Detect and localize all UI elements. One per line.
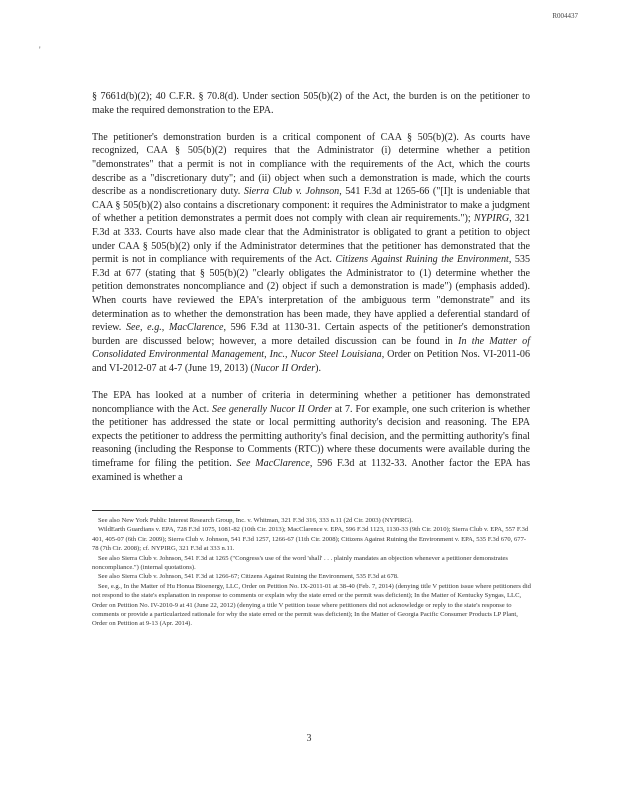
case-citation: NYPIRG <box>473 213 510 225</box>
p2-text-f: , Order on Petition Nos. VI-2011-06 and VI-2012-07 at 4-7 (June 19, 2013) ( <box>92 349 530 374</box>
paragraph-3 <box>92 389 530 484</box>
paragraph-1 <box>92 90 530 117</box>
case-citation: Sierra Club v. Johnson <box>243 186 340 198</box>
footnotes <box>92 516 532 629</box>
p3-text-b: at 7. For example, one such criterion is whether the petitioner has addressed the state or local permitting authority's decision and reasoning. The EPA expects the petitioner to address the permitting authority's final decision, and the permitting authority's final reasoning (including the Response to Comments (RTC)) where these documents were available during the timeframe for filing the petition. <box>92 403 530 470</box>
footnote <box>92 525 532 553</box>
p2-text-d: , 535 F.3d at 677 (stating that § 505(b)(2) "clearly obligates the Administrator to (1) determine whether the petition demonstrates noncompliance and (2) object if such a demonstration is made") (emphasis added). When courts have reviewed the EPA's interpretation of the ambiguous term "demonstrate" and its determination as to whether the demonstration has been made, they have applied a deferential standard of review. <box>92 254 531 334</box>
scan-mark: ' <box>39 45 41 55</box>
p3-text-a: The EPA has looked at a number of criteria in determining whether a petitioner has demonstrated noncompliance with the Act. <box>92 390 530 415</box>
bates-page-id: R004437 <box>552 12 578 20</box>
footnote-text: See also Sierra Club v. Johnson, 541 F.3d at 1265 ("Congress's use of the word 'shall' . . . plainly mandates an objection whenever a petitioner demonstrates noncompliance.") (internal quotations). <box>92 554 509 572</box>
p2-text-a: The petitioner's demonstration burden is a critical component of CAA § 505(b)(2). As courts have recognized, CAA § 505(b)(2) requires that the Administrator (i) determine whether a petition "demonstrates" that a permit is not in compliance with the requirements of the Act, which the courts describe as a "discretionary duty"; and (ii) object when such a demonstration is made, which the courts describe as a nondiscretionary duty. <box>92 131 530 198</box>
footnote-text: See also New York Public Interest Research Group, Inc. v. Whitman, 321 F.3d 316, 333 n.11 (2d Cir. 2003) (NYPIRG). <box>98 517 413 524</box>
p2-text-c: , 321 F.3d at 333. Courts have also made clear that the Administrator is obligated to grant a petition to object under CAA § 505(b)(2) only if the Administrator determines that the petitioner has demonstrated that the permit is not in compliance with requirements of the Act. <box>92 213 531 266</box>
p2-text-b: , 541 F.3d at 1265-66 ("[I]t is undeniable that CAA § 505(b)(2) also contains a discretionary component: it requires the Administrator to make a judgment of whether a petition demonstrates a permit does not comply with clean air requirements."); <box>92 186 530 225</box>
case-citation: In the Matter of Consolidated Environmental Management, Inc., Nucor Steel Louisiana <box>92 335 530 361</box>
footnote-divider <box>92 510 240 511</box>
footnote <box>92 572 532 581</box>
case-citation: See MacClarence <box>236 458 310 470</box>
footnote-text: WildEarth Guardians v. EPA, 728 F.3d 1075, 1081-82 (10th Cir. 2013); MacClarence v. EPA, 596 F.3d 1123, 1130-33 (9th Cir. 2010); Sierra Club v. EPA, 557 F.3d 401, 405-07 (6th Cir. 2009); Sierra Club v. Johnson, 541 F.3d 1257, 1266-67 (11th Cir. 2008); Citizens Against Ruining the Environment v. EPA, 535 F.3d 670, 677-78 (7th Cir. 2008); cf. NYPIRG, 321 F.3d at 333 n.11. <box>92 526 529 553</box>
footnote <box>92 582 532 629</box>
case-citation: See generally Nucor II Order <box>212 403 332 415</box>
footnote-text: See also Sierra Club v. Johnson, 541 F.3d at 1266-67; Citizens Against Ruining the Environment, 535 F.3d at 678. <box>98 573 399 581</box>
case-citation: See, e.g., MacClarence <box>126 322 224 334</box>
page-number: 3 <box>306 733 312 744</box>
body-text <box>92 90 530 498</box>
paragraph-2 <box>92 131 530 376</box>
case-citation: Citizens Against Ruining the Environment <box>335 254 509 266</box>
footnote <box>92 554 532 573</box>
footnote <box>92 516 532 525</box>
case-citation: Nucor II Order <box>253 362 316 374</box>
paragraph-1-text: § 7661d(b)(2); 40 C.F.R. § 70.8(d). Under section 505(b)(2) of the Act, the burden is on the petitioner to make the required demonstration to the EPA. <box>92 91 530 116</box>
p2-text-e: , 596 F.3d at 1130-31. Certain aspects of the petitioner's demonstration burden are discussed below; however, a more detailed discussion can be found in <box>92 322 530 347</box>
p2-text-g: ). <box>315 362 322 374</box>
p3-text-c: , 596 F.3d at 1132-33. Another factor the EPA has examined is whether a <box>92 458 531 483</box>
footnote-text: See, e.g., In the Matter of Hu Honua Bioenergy, LLC, Order on Petition No. IX-2011-01 at 38-40 (Feb. 7, 2014) (denying title V petition issue where petitioners did not respond to the state's explanation in response to comments or explain why the state erred or the permit was deficient); In the Matter of Kentucky Syngas, LLC, Order on Petition No. IV-2010-9 at 41 (June 22, 2012) (denying a title V petition issue where petitioners did not acknowledge or reply to the state's response to comments or provide a particularized rationale for why the state erred or the permit was deficient); In the Matter of Georgia Pacific Consumer Products LP Plant, Order on Petition at 9-13 (Apr. 2014). <box>92 582 531 628</box>
